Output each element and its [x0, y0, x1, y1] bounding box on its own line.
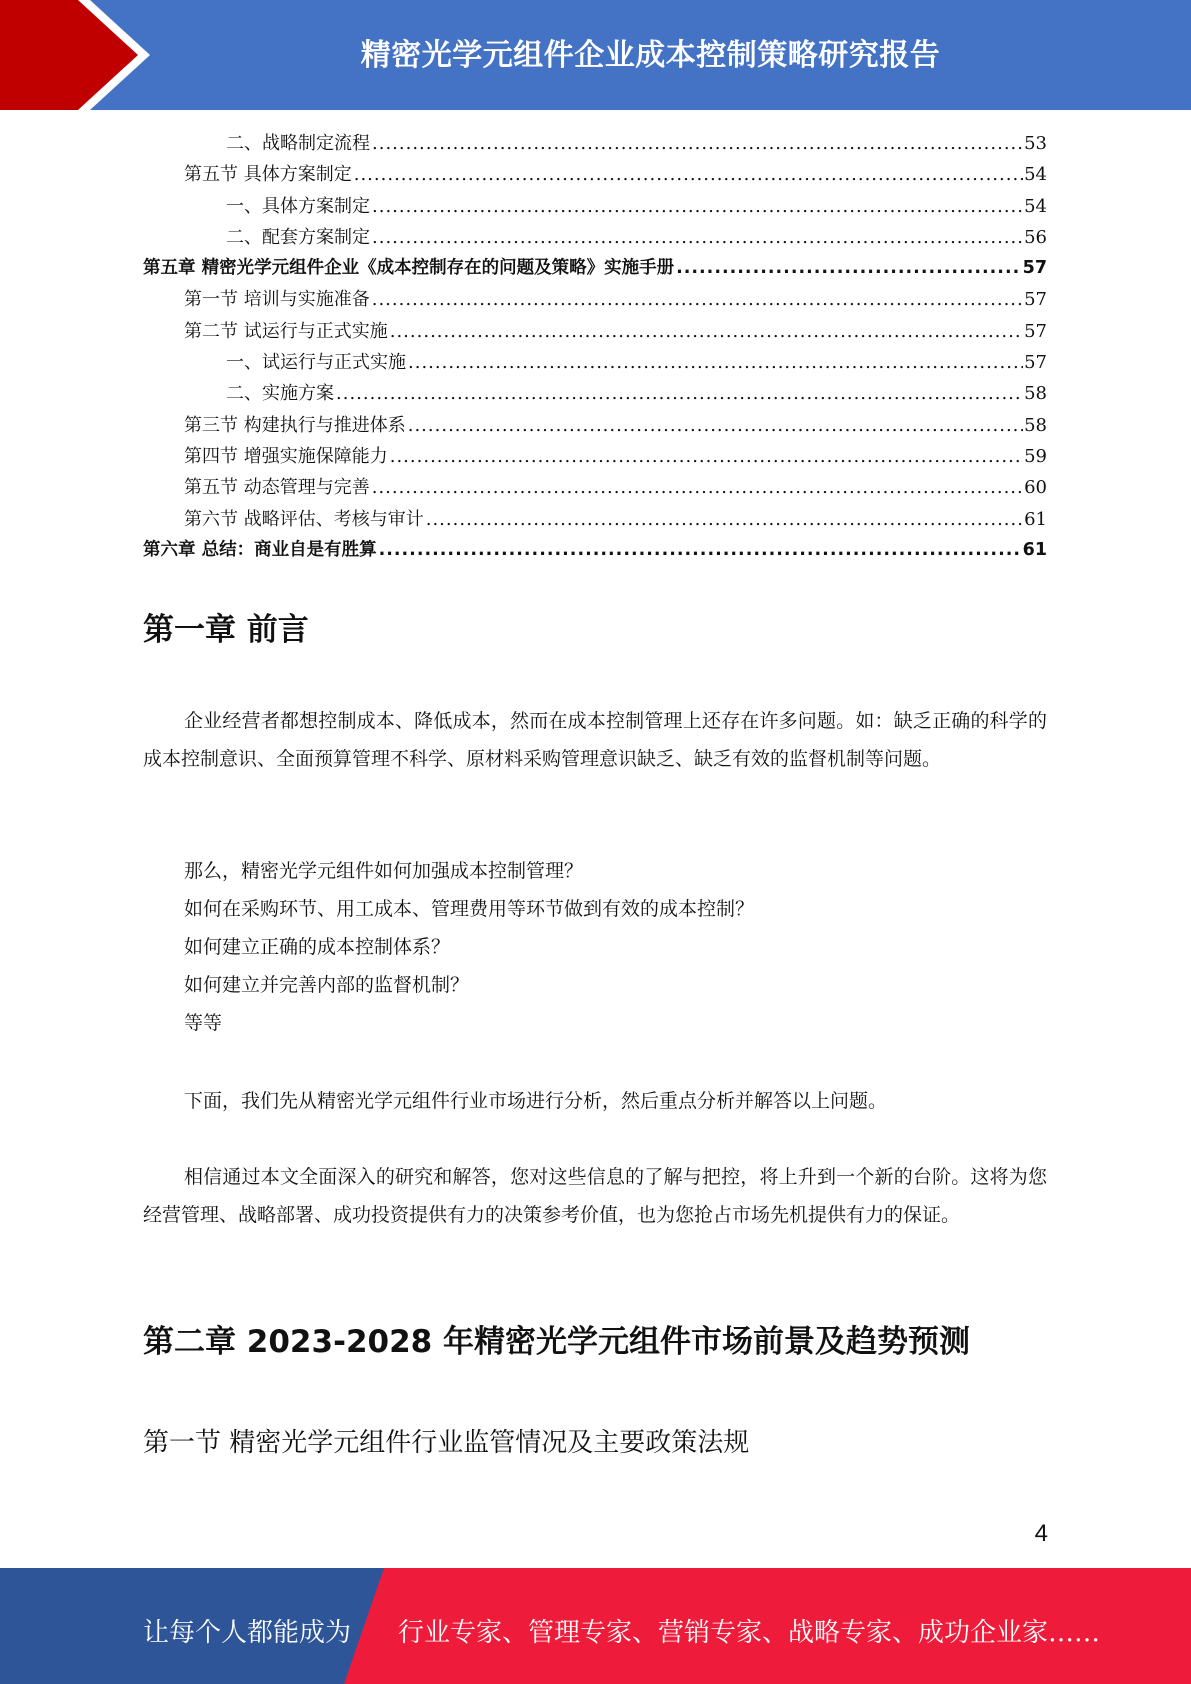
toc-entry-title: 第三节 构建执行与推进体系: [184, 414, 406, 436]
question-list: [184, 852, 754, 1042]
toc-dot-leader: [336, 378, 1023, 409]
question-item: 如何在采购环节、用工成本、管理费用等环节做到有效的成本控制？: [184, 898, 755, 920]
toc-entry-page: 53: [1024, 133, 1047, 154]
toc-section-entry[interactable]: [143, 159, 1047, 190]
toc-entry-title: 第六节 战略评估、考核与审计: [184, 508, 424, 530]
toc-entry-page: 61: [1024, 508, 1047, 530]
page-header: [0, 0, 1191, 110]
toc-subsection-entry[interactable]: [143, 128, 1047, 159]
toc-subsection-entry[interactable]: [143, 191, 1047, 222]
toc-entry-page: 56: [1024, 226, 1047, 248]
toc-dot-leader: [372, 472, 1023, 503]
toc-entry-page: 57: [1024, 320, 1047, 342]
chapter1-paragraph-1: 企业经营者都想控制成本、降低成本，然而在成本控制管理上还存在许多问题。如：缺乏正确的科学的成本控制意识、全面预算管理不科学、原材料采购管理意识缺乏、缺乏有效的监督机制等问题。: [143, 710, 1047, 770]
toc-entry-title: 第五节 具体方案制定: [184, 164, 352, 186]
toc-entry-title: 第五节 动态管理与完善: [184, 477, 370, 499]
header-title: 精密光学元组件企业成本控制策略研究报告: [360, 38, 941, 73]
toc-entry-title: 第二节 试运行与正式实施: [184, 320, 388, 342]
chapter2-section1-heading: 第一节 精密光学元组件行业监管情况及主要政策法规: [143, 1428, 750, 1458]
toc-subsection-entry[interactable]: [143, 347, 1047, 378]
toc-entry-title: 第一节 培训与实施准备: [184, 289, 370, 311]
toc-section-entry[interactable]: [143, 316, 1047, 347]
toc-entry-page: 58: [1024, 414, 1047, 436]
toc-section-entry[interactable]: [143, 441, 1047, 472]
chapter2-heading: 第二章 2023-2028 年精密光学元组件市场前景及趋势预测: [143, 1324, 971, 1360]
toc-entry-title: 第四节 增强实施保障能力: [184, 445, 388, 467]
footer-slogan-left: 让每个人都能成为: [143, 1618, 352, 1648]
toc-dot-leader: [408, 410, 1023, 441]
toc-entry-page: 57: [1022, 258, 1047, 279]
toc-entry-page: 61: [1022, 539, 1047, 560]
toc-entry-page: 59: [1024, 445, 1047, 467]
toc-entry-title: 第六章 总结：商业自是有胜算: [143, 539, 377, 560]
toc-entry-page: 57: [1024, 289, 1047, 311]
table-of-contents: [143, 128, 1047, 566]
toc-subsection-entry[interactable]: [143, 222, 1047, 253]
chapter1-paragraph-2: 下面，我们先从精密光学元组件行业市场进行分析，然后重点分析并解答以上问题。: [184, 1090, 888, 1112]
footer-slogan-right: 行业专家、管理专家、营销专家、战略专家、成功企业家……: [398, 1618, 1101, 1648]
chapter1-heading: 第一章 前言: [143, 612, 309, 648]
toc-entry-page: 54: [1024, 195, 1047, 217]
toc-dot-leader: [408, 347, 1023, 378]
toc-dot-leader: [379, 535, 1022, 566]
toc-dot-leader: [390, 441, 1023, 472]
toc-chapter-entry[interactable]: [143, 535, 1047, 566]
toc-entry-page: 58: [1024, 383, 1047, 405]
toc-entry-title: 一、试运行与正式实施: [226, 352, 406, 374]
question-item: 等等: [184, 1012, 223, 1034]
question-item: 如何建立正确的成本控制体系？: [184, 936, 451, 958]
toc-dot-leader: [676, 253, 1022, 284]
toc-entry-page: 54: [1024, 164, 1047, 186]
toc-entry-title: 一、具体方案制定: [226, 195, 370, 217]
toc-dot-leader: [354, 159, 1023, 190]
toc-section-entry[interactable]: [143, 472, 1047, 503]
toc-entry-page: 57: [1024, 352, 1047, 374]
toc-subsection-entry[interactable]: [143, 378, 1047, 409]
toc-section-entry[interactable]: [143, 284, 1047, 315]
toc-dot-leader: [372, 284, 1023, 315]
toc-dot-leader: [426, 504, 1023, 535]
toc-entry-title: 第五章 精密光学元组件企业《成本控制存在的问题及策略》实施手册: [143, 258, 675, 279]
toc-entry-title: 二、实施方案: [226, 383, 334, 405]
toc-entry-title: 二、配套方案制定: [226, 226, 370, 248]
toc-dot-leader: [372, 191, 1023, 222]
toc-entry-title: 二、战略制定流程: [226, 133, 370, 154]
toc-entry-page: 60: [1024, 477, 1047, 499]
toc-section-entry[interactable]: [143, 410, 1047, 441]
toc-dot-leader: [372, 222, 1023, 253]
toc-chapter-entry[interactable]: [143, 253, 1047, 284]
page-footer: [0, 1568, 1191, 1684]
question-item: 如何建立并完善内部的监督机制？: [184, 974, 470, 996]
toc-dot-leader: [372, 128, 1023, 159]
toc-section-entry[interactable]: [143, 504, 1047, 535]
page-number: 4: [1034, 1520, 1048, 1547]
chapter1-paragraph-3: 相信通过本文全面深入的研究和解答，您对这些信息的了解与把控，将上升到一个新的台阶。这将为您经营管理、战略部署、成功投资提供有力的决策参考价值，也为您抢占市场先机提供有力的保证。: [143, 1166, 1047, 1226]
question-item: 那么，精密光学元组件如何加强成本控制管理？: [184, 860, 584, 882]
toc-dot-leader: [390, 316, 1023, 347]
